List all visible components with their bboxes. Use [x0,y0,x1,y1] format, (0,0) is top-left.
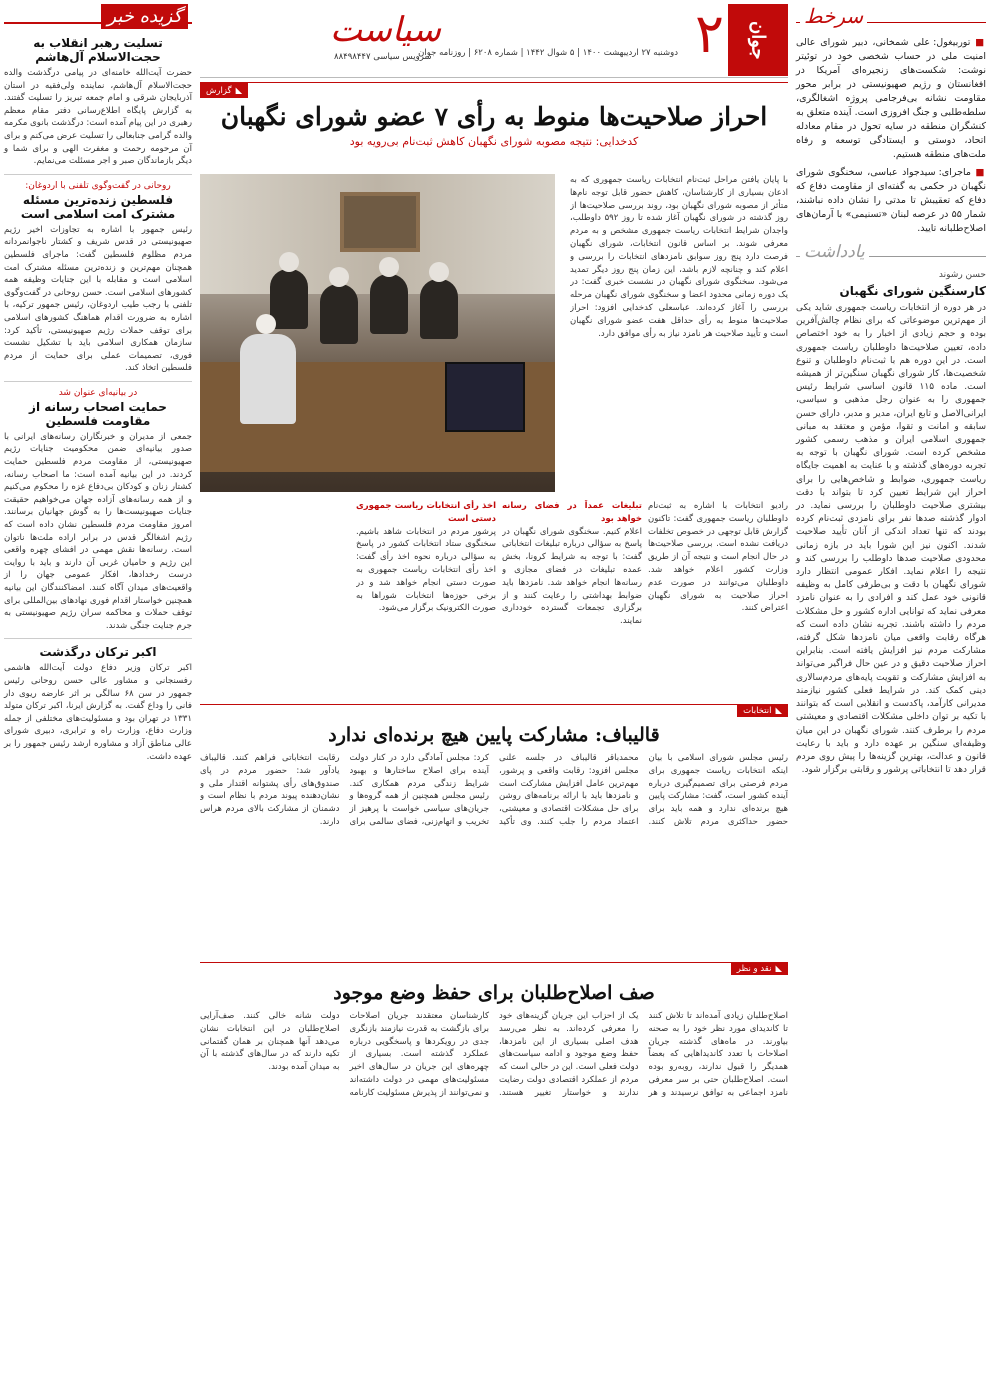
monitor [445,362,525,432]
column-section-title: یادداشت [800,242,869,262]
main-area [200,4,788,1374]
lead-photo [200,174,555,492]
lead-text-col1: رادیو انتخابات با اشاره به ثبت‌نام داوطلبان ریاست جمهوری گفت: تاکنون گزارش قابل توجهی در خصوص تخلفات دریافت نشده است. بررسی صلاحیت‌ها در حال انجام است و نتیجه آن از طریق وزارت کشور اعلام خواهد شد. داوطلبان می‌توانند در صورت عدم احراز صلاحیت به شورای نگهبان اعتراض کنند. [648,501,788,614]
story3-headline: صف اصلاح‌طلبان برای حفظ وضع موجود [333,982,655,1004]
bullet-icon: ■ [970,37,986,48]
story2-tag-row [200,704,788,720]
left-column [4,4,192,1374]
left-news-item: در بیانیه‌ای عنوان شد حمایت اصحاب رسانه از مقاومت فلسطین جمعی از مدیران و خبرنگاران رسانه‌های ایرانی با صدور بیانیه‌ای ضمن محکومیت جنایات رژیم صهیونیستی، از مقاومت مردم فلسطین حمایت کردند. در این بیانیه آمده است: ما اصحاب رسانه، کشتار زنان و کودکان بی‌دفاع غزه را محکوم می‌کنیم و از همه رسانه‌های آزاده جهان می‌خواهیم حقیقت جنایات صهیونیست‌ها را به گوش جهانیان برسانند. امروز مقاومت مردم فلسطین نشان داده است که رژیم اشغالگر قدس در برابر اراده ملت‌ها ناتوان است. رسانه‌ها نقش مهمی در افشای چهره واقعی این رژیم و حامیان غربی آن دارند و باید با روایت درست رخدادها، افکار عمومی جهان را از واقعیت‌های میدان آگاه کنند. امضاکنندگان این بیانیه همچنین خواستار اقدام فوری نهادهای بین‌المللی برای توقف حملات و محاکمه سران رژیم صهیونیستی به جرم جنایت جنگی شدند. [4,387,192,631]
newspaper-logo: جوان [728,4,788,76]
brief-item: ■ ماجرای: سیدجواد عباسی، سخنگوی شورای نگهبان در حکمی به گفته‌ای از مقاومت دفاع که دفاع که تعقیبش تا مدتی را نشان داده نباشند، شمار ۵۵ در عرصه لبنان «تسنیمی» با آرمان‌های اصلاح‌طلبانه تایید. [796,167,986,234]
lead-text-right: با پایان یافتن مراحل ثبت‌نام انتخابات ریاست جمهوری که به اذعان بسیاری از کارشناسان، کاهش حضور قابل توجه نام‌ها متأثر از مصوبه شورای نگهبان بود، روند بررسی صلاحیت‌ها از روز گذشته در شورای نگهبان آغاز شده تا روز ۵۹۲ داوطلب، واجدان شرایط انتخابات ریاست جمهوری مشخص و به مردم معرفی شوند. بر اساس قانون انتخابات، شورای نگهبان فرصت دارد پنج روز سوابق نامزدهای انتخابات را بررسی و اعلام کند و چنانچه لازم باشد، این زمان پنج روز دیگر تمدید می‌شود. سخنگوی شورای نگهبان در نشست خبری گفت: در یک دوره زمانی محدود اعضا و سخنگوی شورای نگهبان مرحله بررسی را آغاز کرده‌اند. عباسعلی کدخدایی افزود: احراز صلاحیت‌ها منوط به رأی حداقل هفت عضو شورای نگهبان است و تأیید صلاحیت هر نامزد نیاز به رأی موافق دارد. [570,175,788,339]
lead-subtitle-1: تبلیغات عمداً در فضای رسانه خواهد بود [502,501,642,524]
bullet-icon: ■ [970,167,986,178]
arrow-icon: ◣ [775,706,782,716]
right-section-banner [796,4,986,32]
left-news-item: اکبر ترکان درگذشت اکبر ترکان وزیر دفاع دولت آیت‌الله هاشمی رفسنجانی و مشاور عالی حسن روحانی رئیس جمهور در سن ۶۸ سالگی بر اثر عارضه ریوی دار فانی را وداع گفت. به گزارش ایرنا، اکبر ترکان متولد ۱۳۳۱ در تهران بود و مسئولیت‌های مختلفی از جمله وزارت دفاع، وزارت راه و ترابری، دبیری شورای عالی مناطق آزاد و مشاوره ارشد رئیس جمهور را بر عهده داشت. [4,645,193,762]
arrow-icon: ◣ [775,964,782,974]
left-news-item: تسلیت رهبر انقلاب به حجت‌الاسلام آل‌هاشم حضرت آیت‌الله خامنه‌ای در پیامی درگذشت والده حجت‌الاسلام آل‌هاشم، نماینده ولی‌فقیه در استان آذربایجان شرقی و امام جمعه تبریز را تسلیت گفتند. به گزارش پایگاه اطلاع‌رسانی دفتر مقام معظم رهبری در این پیام آمده است: درگذشت بانوی مکرمه والده گرامی جنابعالی را تسلیت عرض می‌کنم و برای آن مرحومه رحمت و مغفرت الهی و برای شما و دیگر بازماندگان صبر و اجر مسئلت می‌نمایم. [4,36,192,167]
left-section-title: گزیده خبر [101,4,188,29]
issue-meta: دوشنبه ۲۷ اردیبهشت ۱۴۰۰ | ۵ شوال ۱۴۴۲ | شماره ۶۲۰۸ | روزنامه جوان [418,48,678,58]
right-column [796,4,986,1374]
left-section-banner [4,4,192,32]
lead-subhead: کدخدایی: نتیجه مصوبه شورای نگهبان کاهش ثبت‌نام بی‌رویه بود [349,135,639,148]
column-author: حسن رشوند [938,270,986,280]
brief-item: ■ توربیغول: علی شمخانی، دبیر شورای عالی امنیت ملی در حساب شخصی خود در توئیتر نوشت: شکست‌های زنجیره‌ای آمریکا در افغانستان و رژیم صهیونیستی در برابر محور مقاومت نشانه بی‌فرجامی پروژه اشغالگری، سلطه‌طلبی و جنگ افروزی است. آینده متعلق به کنشگران منطقه در سایه تحول در مقام معادله اتحاد، دوستی و ایستادگی توسعه و رفاه ملت‌های منطقه هستیم. [796,37,986,160]
left-news-item: روحانی در گفت‌وگوی تلفنی با اردوغان: فلسطین زنده‌ترین مسئله مشترک امت اسلامی است رئیس جمهور با اشاره به تجاوزات اخیر رژیم صهیونیستی در قدس شریف و کشتار ناجوانمردانه مردم مظلوم فلسطین گفت: ماجرای فلسطین همچنان مهم‌ترین و زنده‌ترین مسئله مشترک امت اسلامی است و مقابله با این جنایات وظیفه همه کشورهای اسلامی است. حسن روحانی در گفت‌وگوی تلفنی با رجب طیب اردوغان، رئیس جمهور ترکیه، با اشاره به ضرورت اقدام هماهنگ کشورهای اسلامی برای توقف حملات رژیم صهیونیستی، تأکید کرد: سازمان همکاری اسلامی باید با تشکیل نشست فوری، تصمیمات عملی برای حمایت از مردم فلسطین اتخاذ کند. [4,180,192,374]
lead-subtitle-2: اخذ رأی انتخابات ریاست جمهوری دستی است [356,501,496,524]
arrow-icon: ◣ [235,85,243,96]
lead-headline: احراز صلاحیت‌ها منوط به رأی ۷ عضو شورای نگهبان [220,102,768,131]
lead-text-col3: اخذ رأی انتخابات ریاست جمهوری دستی است پرشور مردم در انتخابات شاهد باشیم. سخنگوی ستاد انتخابات کشور در پاسخ به سؤالی درباره نحوه اخذ رأی گفت: اخذ رأی انتخابات ریاست جمهوری به صورت دستی انجام خواهد شد و در برخی حوزه‌ها انتخابات شوراها به صورت الکترونیک برگزار می‌شود. [356,501,496,614]
story3-body: اصلاح‌طلبان زیادی آمده‌اند تا تلاش کنند تا کاندیدای مورد نظر خود را به صحنه بیاورند. در ماه‌های گذشته جریان اصلاحات با تعدد کاندیداهایی که بعضاً همدیگر را قبول ندارند، روبه‌رو بوده است. اصلاح‌طلبان حتی بر سر معرفی نامزد اجماعی به توافق نرسیدند و هر یک از احزاب این جریان گزینه‌های خود را معرفی کرده‌اند. به نظر می‌رسد هدف اصلی بسیاری از این نامزدها، حفظ وضع موجود و ادامه سیاست‌های دولت فعلی است. این در حالی است که مردم از عملکرد اقتصادی دولت رضایت ندارند و خواستار تغییر هستند. کارشناسان معتقدند جریان اصلاحات برای بازگشت به قدرت نیازمند بازنگری جدی در رویکردها و پاسخگویی درباره عملکرد گذشته است. بسیاری از چهره‌های این جریان در سال‌های اخیر مسئولیت‌های مهمی در دولت داشته‌اند و نمی‌توانند از پذیرش مسئولیت کارنامه دولت شانه خالی کنند. صف‌آرایی اصلاح‌طلبان در این انتخابات نشان می‌دهد آنها همچنان بر همان گفتمانی تکیه دارند که در سال‌های گذشته با آن به میدان آمده بودند. [200,1011,788,1098]
wall-frame [340,192,420,252]
masthead [200,4,788,78]
lead-tag-row [200,82,788,98]
story2-headline: قالیباف: مشارکت پایین هیچ برنده‌ای ندارد [328,724,660,746]
column-banner [796,242,986,268]
lead-body [200,174,788,694]
section-phone: سرویس سیاسی ۸۸۴۹۸۴۴۷ [334,52,432,62]
column-title: کارسنگین شورای نگهبان [839,284,986,298]
page-number: ۲ [694,2,724,65]
story2-tag: ◣ انتخابات [737,705,788,717]
story3-tag-row [200,962,788,978]
story2-body: رئیس مجلس شورای اسلامی با بیان اینکه انتخابات ریاست جمهوری برای مردم فرصتی برای تصمیم‌گیری درباره آینده کشور است، گفت: مشارکت پایین هیچ برنده‌ای ندارد و همه باید برای حضور حداکثری مردم تلاش کنند. محمدباقر قالیباف در جلسه علنی مجلس افزود: رقابت واقعی و پرشور، مهم‌ترین عامل افزایش مشارکت است و نامزدها باید با ارائه برنامه‌های روشن برای حل مشکلات اقتصادی و معیشتی، اعتماد مردم را جلب کنند. وی تأکید کرد: مجلس آمادگی دارد در کنار دولت آینده برای اصلاح ساختارها و بهبود شرایط زندگی مردم همکاری کند. رئیس مجلس همچنین از همه گروه‌ها و جریان‌های سیاسی خواست با پرهیز از تخریب و اتهام‌زنی، فضای سالمی برای رقابت انتخاباتی فراهم کنند. قالیباف یادآور شد: حضور مردم در پای صندوق‌های رأی پشتوانه اقتدار ملی و نشان‌دهنده پیوند مردم با نظام است و دشمنان از مشارکت بالای مردم هراس دارند. [200,753,788,827]
lead-tag: ◣ گزارش [200,83,248,98]
section-logo: سیاست [330,10,441,50]
right-section-title: سرخط [800,4,867,28]
story3-tag: ◣ نقد و نظر [731,963,788,975]
column-body: در هر دوره از انتخابات ریاست جمهوری شاید یکی از مهم‌ترین موضوعاتی که برای نظام چالش‌آفرین بوده و حجم زیادی از اخبار را به خود اختصاص داده، تعیین صلاحیت‌ها داوطلبان ریاست جمهوری است. در این دوره هم با ثبت‌نام داوطلبان و تنوع شخصیت‌ها، کار شورای نگهبان سنگین‌تر از همیشه است. ماده ۱۱۵ قانون اساسی شرایط رئیس جمهوری را به عنوان رجل مذهبی و سیاسی، ایرانی‌الاصل و تابع ایران، مدیر و مدبر، دارای حسن سابقه و امانت و تقوا، مؤمن و معتقد به مبانی جمهوری اسلامی ایران و مذهب رسمی کشور مشخص کرده است. شورای نگهبان با توجه به تجربه دوره‌های گذشته و با عنایت به اهمیت جایگاه ریاست جمهوری، ضوابط و شاخص‌هایی را برای احراز این شرایط تعیین کرد تا بتواند با دقت بیشتری صلاحیت داوطلبان را بررسی نماید. در ادوار گذشته صدها نفر برای نامزدی ثبت‌نام کرده بودند که تنها تعداد اندکی از آنان تأیید صلاحیت شدند. اکنون نیز این شورا باید در بازه زمانی محدودی صلاحیت صدها داوطلب را بررسی کند و نتیجه را اعلام نماید. افکار عمومی انتظار دارد شورای نگهبان با دقت و بی‌طرفی کامل به وظیفه قانونی خود عمل کند و افرادی را به عنوان نامزد معرفی نماید که توانایی اداره کشور و حل مشکلات مردم را داشته باشند. تجربه نشان داده است که هرگاه رقابت واقعی میان نامزدها شکل گرفته، مشارکت مردم نیز افزایش یافته است. بنابراین احراز صلاحیت دقیق و در عین حال فراگیر می‌تواند به افزایش مشارکت و تقویت پایه‌های مردم‌سالاری دینی کمک کند. در شرایط فعلی کشور نیازمند مدیرانی کارآمد، پاکدست و انقلابی است که بتوانند با تکیه بر توان داخلی مشکلات اقتصادی و معیشتی مردم را برطرف کنند. شورای نگهبان در این میان وظیفه‌ای سنگین بر عهده دارد و باید با رعایت قانون و عدالت، بهترین گزینه‌ها را پیش روی مردم قرار دهد تا انتخاباتی پرشور و رقابتی برگزار شود. [796,303,986,776]
lead-text-col2: تبلیغات عمداً در فضای رسانه خواهد بود اعلام کنیم. سخنگوی شورای نگهبان در پاسخ به سؤالی درباره تبلیغات انتخاباتی گفت: با توجه به شرایط کرونا، بخش عمده تبلیغات در فضای مجازی و رسانه‌ها انجام خواهد شد. نامزدها باید ضوابط بهداشتی را رعایت کنند و از برگزاری تجمعات گسترده خودداری نمایند. [502,501,642,627]
